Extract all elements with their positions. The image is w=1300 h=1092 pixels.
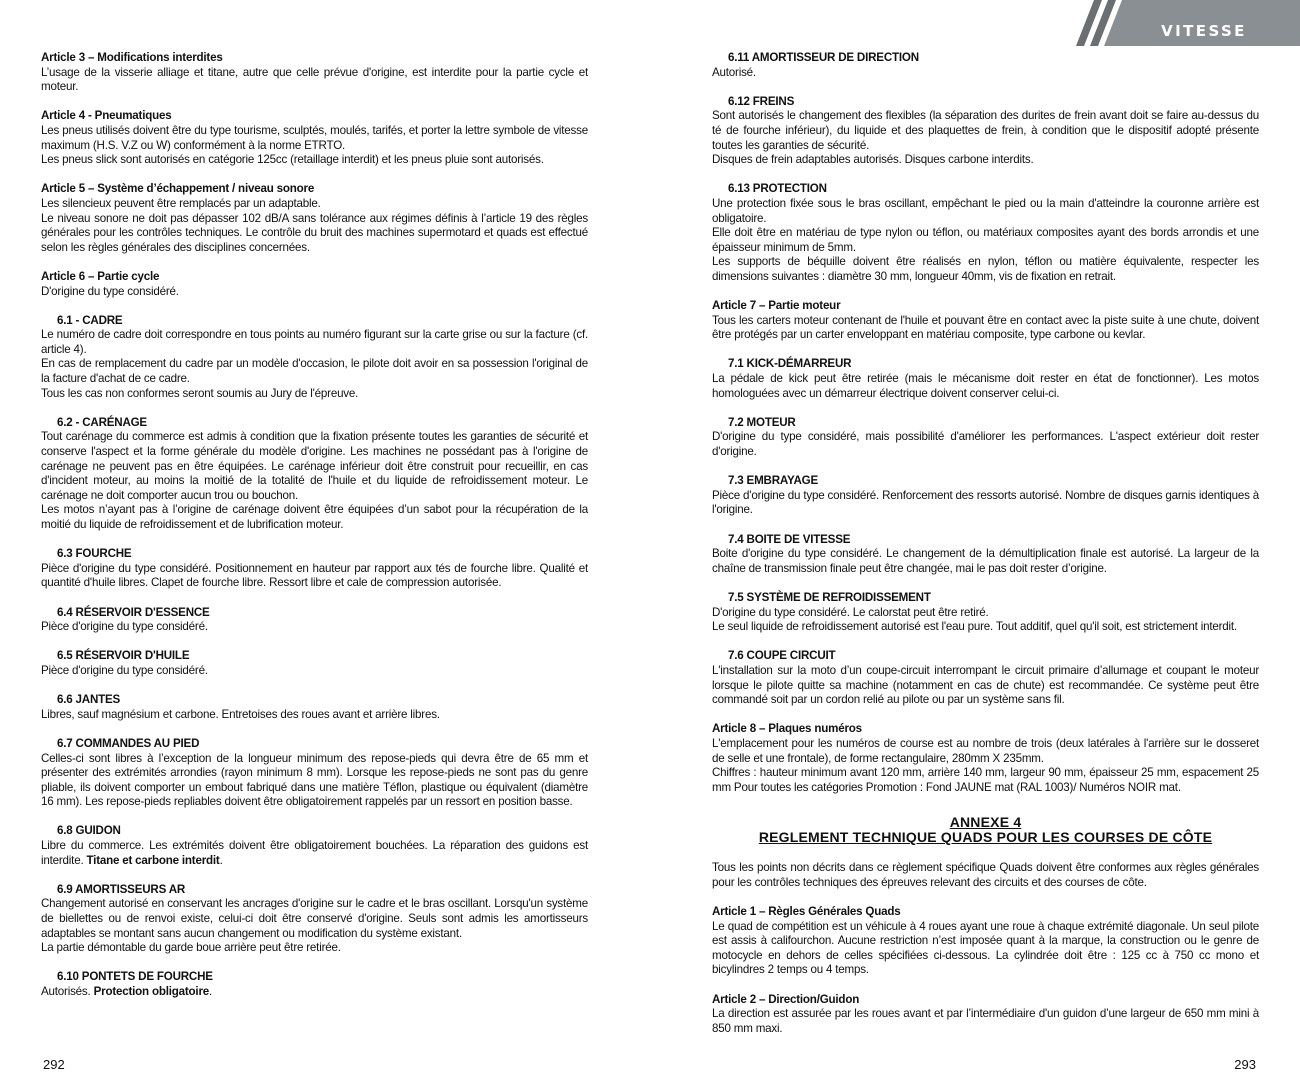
article-section (41, 416, 588, 533)
banner-title: VITESSE (1161, 22, 1247, 40)
section-paragraph: D'origine du type considéré, mais possibilité d'améliorer les performances. L'aspect extérieur doit rester d'origine. (712, 430, 1259, 459)
section-paragraph: Changement autorisé en conservant les ancrages d'origine sur le cadre et le bras oscillant. Lorsqu'un système de biellettes ou de renvoi existe, celui-ci doit être conservé d'origine. Seuls sont admis les amortisseurs adaptables se montant sans aucun changement ou modification du système existant. (41, 897, 588, 940)
section-paragraph: L’usage de la visserie alliage et titane, autre que celle prévue d'origine, est interdite pour la partie cycle et moteur. (41, 65, 588, 94)
paragraph-text: Libre du commerce. Les extrémités doivent être obligatoirement bouchées. La réparation des guidons est interdite. (41, 839, 588, 867)
section-paragraph: Tout carénage du commerce est admis à condition que la fixation présente toutes les garanties de sécurité et conserve l'aspect et la forme générale du modèle d'origine. Les machines ne possédant pas à l'origine de carénage ne peuvent pas en être équipées. Le carénage inférieur doit être construit pour recueillir, en cas d'incident moteur, au moins la moitié de la totalité de l'huile et du liquide de refroidissement moteur. Le carénage ne doit comporter aucun trou ou bouchon. (41, 430, 588, 502)
section-heading: 6.13 PROTECTION (728, 182, 827, 196)
section-paragraph (41, 839, 588, 868)
bold-emphasis: Titane et carbone interdit (86, 853, 220, 867)
article-section (712, 993, 1259, 1037)
section-heading: Article 2 – Direction/Guidon (712, 992, 860, 1006)
article-section (41, 547, 588, 591)
section-heading: 7.4 BOITE DE VITESSE (728, 532, 851, 546)
section-paragraph: Les supports de béquille doivent être réalisés en nylon, téflon ou matière équivalente, respecter les dimensions suivantes : diamètre 30 mm, longueur 40mm, vis de fixation en retrait. (712, 255, 1259, 283)
article-section (712, 416, 1259, 460)
section-paragraph: La pédale de kick peut être retirée (mais le mécanisme doit rester en état de fonctionner). Les motos homologuées avec un démarreur électrique doivent conserver celui-ci. (712, 372, 1259, 400)
section-paragraph: Pièce d'origine du type considéré. Positionnement en hauteur par rapport aux tés de fourche libre. Qualité et quantité d'huile libres. Clapet de fourche libre. Ressort libre et cale de compression autorisée. (41, 561, 588, 590)
section-paragraph: Les silencieux peuvent être remplacés par un adaptable. (41, 196, 321, 210)
section-heading: 7.5 SYSTÈME DE REFROIDISSEMENT (728, 590, 931, 604)
section-paragraph: Libres, sauf magnésium et carbone. Entretoises des roues avant et arrière libres. (41, 707, 440, 721)
article-section (41, 737, 588, 810)
article-section (41, 883, 588, 956)
section-heading: Article 1 – Règles Générales Quads (712, 905, 901, 919)
section-paragraph: Sont autorisés le changement des flexibles (la séparation des durites de frein avant doit se faire au-dessus du té de fourche inférieur), du liquide et des plaquettes de frein, à condition que le dispositif adopté présente toutes les garanties de sécurité. (712, 109, 1259, 152)
article-section (41, 693, 588, 722)
section-paragraph: Les pneus utilisés doivent être du type tourisme, sculptés, moulés, tarifés, et porter la lettre symbole de vitesse maximum (H.S. V.Z ou W) conformément à la norme ETRTO. (41, 123, 588, 152)
article-section (41, 51, 588, 95)
article-section (712, 299, 1259, 343)
section-heading: Article 3 – Modifications interdites (41, 51, 223, 64)
section-heading: 6.5 RÉSERVOIR D'HUILE (57, 649, 190, 663)
paragraph-end: . (219, 853, 223, 867)
section-heading: Article 6 – Partie cycle (41, 269, 160, 283)
section-heading: 6.7 COMMANDES AU PIED (57, 736, 200, 750)
section-paragraph: Tous les cas non conformes seront soumis au Jury de l'épreuve. (41, 386, 359, 400)
section-paragraph: Les pneus slick sont autorisés en catégorie 125cc (retaillage interdit) et les pneus pluie sont autorisés. (41, 153, 544, 167)
section-heading: 6.2 - CARÉNAGE (57, 415, 147, 429)
section-paragraph: Pièce d'origine du type considéré. (41, 620, 208, 634)
annex-intro: Tous les points non décrits dans ce règlement spécifique Quads doivent être conformes aux règles générales pour les contrôles techniques des épreuves relevant des circuits et des courses de côte. (712, 861, 1259, 889)
section-paragraph: Autorisé. (712, 65, 756, 79)
article-section (712, 95, 1259, 168)
section-heading: 6.8 GUIDON (57, 824, 121, 838)
page-number-right: 293 (1234, 1057, 1256, 1072)
section-paragraph: Le niveau sonore ne doit pas dépasser 102 dB/A sans tolérance aux régimes définis à l’article 19 des règles générales pour les contrôles techniques. Le contrôle du bruit des machines supermotard et quads est effectué selon les règles générales des disciplines concernées. (41, 211, 588, 254)
section-paragraph: En cas de remplacement du cadre par un modèle d'occasion, le pilote doit avoir en sa possession l'original de la facture d'achat de ce cadre. (41, 357, 588, 386)
section-heading: 6.4 RÉSERVOIR D'ESSENCE (57, 605, 210, 619)
section-heading: 7.1 KICK-DÉMARREUR (728, 357, 852, 371)
section-paragraph: Pièce d'origine du type considéré. (41, 663, 208, 677)
section-heading: 7.3 EMBRAYAGE (728, 474, 818, 488)
section-paragraph: D'origine du type considéré. (41, 284, 179, 298)
section-paragraph: L'installation sur la moto d’un coupe-circuit interrompant le circuit primaire d’allumage et coupant le moteur lorsque le pilote quitte sa machine (notamment en cas de chute) est recommandée. Ce système peut être commandé soit par un cordon relié au pilote ou par un système sans fil. (712, 663, 1259, 707)
section-heading: Article 4 - Pneumatiques (41, 109, 172, 123)
section-paragraph: D'origine du type considéré. Le calorstat peut être retiré. (712, 605, 989, 619)
section-heading: 7.2 MOTEUR (728, 415, 796, 429)
article-section (712, 533, 1259, 577)
article-section (41, 824, 588, 868)
section-paragraph: Le numéro de cadre doit correspondre en tous points au numéro figurant sur la carte grise ou sur la facture (cf. article 4). (41, 328, 588, 356)
section-heading: 7.6 COUPE CIRCUIT (728, 649, 836, 663)
article-section (41, 649, 588, 678)
annex-title: REGLEMENT TECHNIQUE QUADS POUR LES COURSES DE CÔTE (758, 829, 1213, 846)
section-paragraph: Le seul liquide de refroidissement autorisé est l'eau pure. Tout additif, quel qu'il soit, est strictement interdit. (712, 620, 1237, 634)
section-heading: 6.12 FREINS (728, 94, 795, 108)
section-paragraph: L'emplacement pour les numéros de course est au nombre de trois (deux latérales à l'arrière sur le dosseret de selle et une frontale), de forme rectangulaire, 280mm X 235mm. (712, 736, 1259, 765)
article-section (41, 970, 588, 999)
paragraph-end: . (209, 985, 213, 998)
article-section (712, 474, 1259, 518)
right-page-column (712, 51, 1259, 1051)
annex-sections (712, 905, 1259, 1036)
article-section (712, 649, 1259, 707)
section-paragraph: Tous les carters moteur contenant de l'huile et pouvant être en contact avec la piste suite à une chute, doivent être protégés par un carter enveloppant en matériau composite, type carbone ou kevlar. (712, 313, 1259, 342)
section-heading: 6.10 PONTETS DE FOURCHE (57, 970, 213, 984)
page-number-left: 292 (43, 1057, 65, 1072)
section-paragraph: Celles-ci sont libres à l’exception de la longueur minimum des repose-pieds qui devra être de 65 mm et présenter des extrémités arrondies (rayon minimum 8 mm). Lorsque les repose-pieds ne sont pas du genre pliable, ils doivent comporter un embout fabriqué dans une matière Téflon, plastique ou équivalent (diamètre 16 mm). Les repose-pieds repliables doivent être obligatoirement rappelés par un ressort en position basse. (41, 751, 588, 809)
section-heading: 6.9 AMORTISSEURS AR (57, 882, 186, 896)
article-section (712, 357, 1259, 401)
article-section (41, 606, 588, 635)
section-paragraph: Les motos n’ayant pas à l’origine de carénage doivent être équipées d’un sabot pour la récupération de la moitié du liquide de refroidissement et de lubrification moteur. (41, 503, 588, 531)
section-paragraph: Elle doit être en matériau de type nylon ou téflon, ou matériaux composites ayant des bords arrondis et une épaisseur minimum de 5mm. (712, 226, 1259, 254)
annex-number: ANNEXE 4 (949, 814, 1022, 831)
article-section (41, 270, 588, 299)
paragraph-text: Autorisés. (41, 985, 91, 998)
article-section (712, 51, 1259, 80)
section-paragraph: Une protection fixée sous le bras oscillant, empêchant le pied ou la main d'atteindre la couronne arrière est obligatoire. (712, 196, 1259, 225)
article-section (712, 905, 1259, 978)
annex-heading (712, 815, 1259, 845)
article-section (712, 722, 1259, 795)
section-paragraph: La direction est assurée par les roues avant et par l’intermédiaire d'un guidon d’une largeur de 650 mm mini à 850 mm maxi. (712, 1007, 1259, 1035)
section-paragraph: Boite d'origine du type considéré. Le changement de la démultiplication finale est autorisé. La largeur de la chaîne de transmission finale peut être changée, mai le pas doit rester d’origine. (712, 547, 1259, 575)
section-paragraph: Le quad de compétition est un véhicule à 4 roues ayant une roue à chaque extrémité diagonale. Un seul pilote est assis à califourchon. Aucune restriction n’est imposée quant à la marque, la construction ou le genre de motocycle en dehors de celles spécifiées ci-dessous. La cylindrée doit être : 125 cc à 750 cc mono et bicylindres 2 temps ou 4 temps. (712, 919, 1259, 977)
article-section (41, 182, 588, 255)
article-section (41, 109, 588, 167)
section-heading: Article 7 – Partie moteur (712, 299, 841, 313)
bold-emphasis: Protection obligatoire (93, 985, 210, 998)
section-paragraph: Disques de frein adaptables autorisés. Disques carbone interdits. (712, 153, 1034, 167)
annex-intro-section (712, 861, 1259, 890)
section-paragraph (41, 985, 588, 1000)
section-heading: 6.1 - CADRE (57, 313, 123, 327)
left-page-column (41, 51, 588, 1014)
section-heading: 6.11 AMORTISSEUR DE DIRECTION (728, 51, 919, 64)
section-heading: Article 8 – Plaques numéros (712, 722, 862, 736)
article-section (41, 314, 588, 402)
section-heading: Article 5 – Système d’échappement / niveau sonore (41, 182, 315, 196)
section-heading: 6.3 FOURCHE (57, 547, 132, 561)
section-heading: 6.6 JANTES (57, 693, 121, 707)
section-paragraph: Chiffres : hauteur minimum avant 120 mm, arrière 140 mm, largeur 90 mm, épaisseur 25 mm, espacement 25 mm Pour toutes les catégories Promotion : Fond JAUNE mat (RAL 1003)/ Numéros NOIR mat. (712, 766, 1259, 794)
section-paragraph: Pièce d'origine du type considéré. Renforcement des ressorts autorisé. Nombre de disques garnis identiques à l'origine. (712, 488, 1259, 517)
section-paragraph: La partie démontable du garde boue arrière peut être retirée. (41, 941, 341, 955)
right-sections (712, 51, 1259, 795)
article-section (712, 182, 1259, 284)
article-section (712, 591, 1259, 635)
